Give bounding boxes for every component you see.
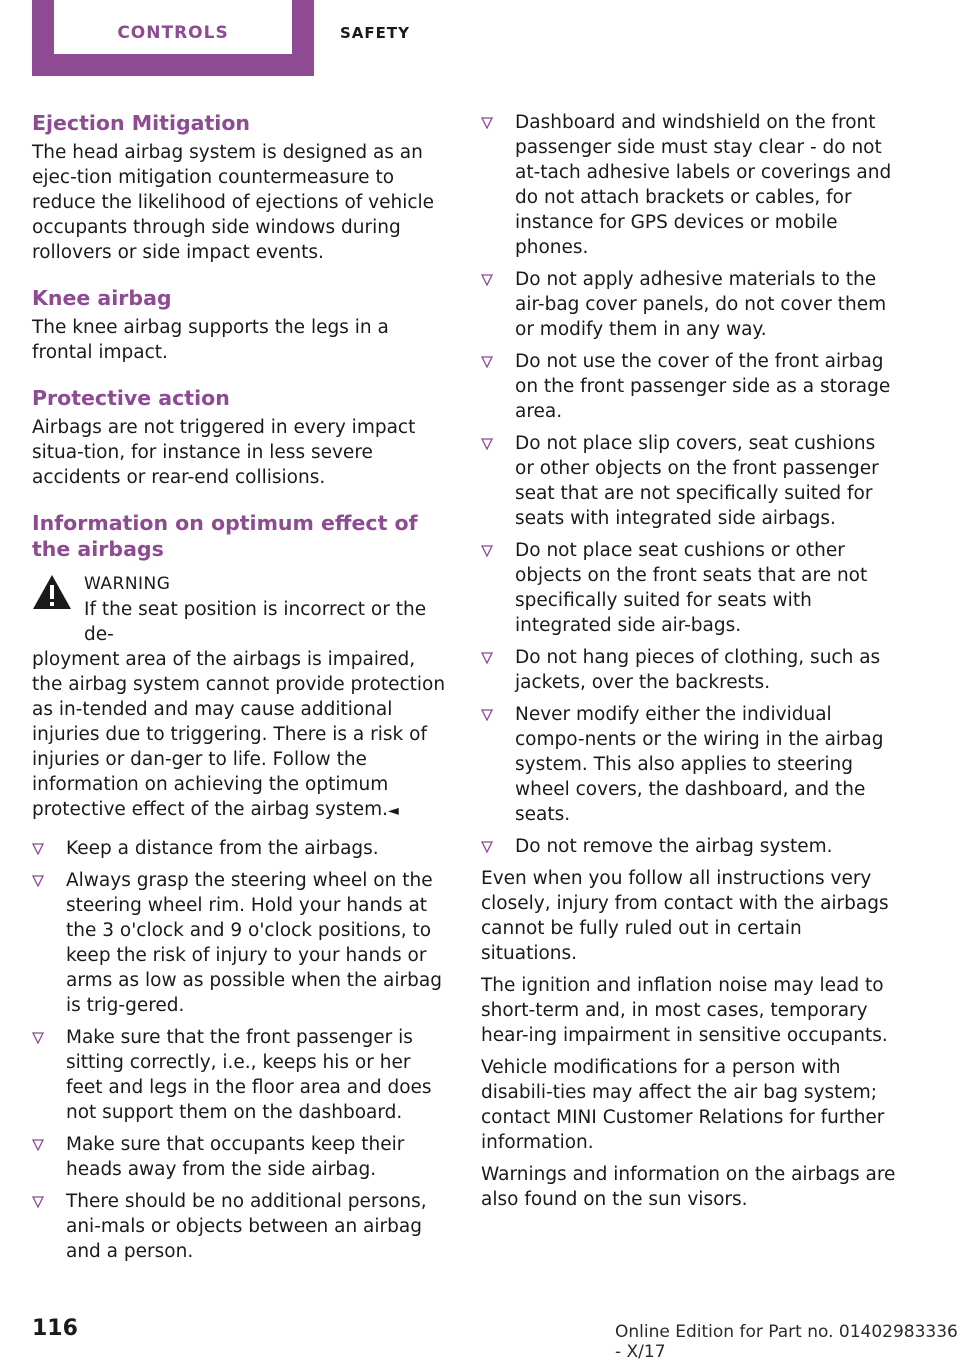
section-text: Airbags are not triggered in every impact situa-tion, for instance in less severe accidents or rear-end collisions. (32, 417, 416, 488)
warning-text (32, 647, 450, 824)
left-column (32, 110, 450, 1271)
section-knee-airbag (32, 285, 450, 365)
triangle-bullet-icon (481, 438, 493, 450)
triangle-bullet-icon (32, 843, 44, 855)
warning-box (32, 570, 450, 824)
section-title: Protective action (32, 386, 230, 410)
list-item-text: Make sure that the front passenger is sitting correctly, i.e., keeps his or her feet and legs in the floor area and does not support them on the dashboard. (66, 1027, 432, 1123)
triangle-bullet-icon (32, 1139, 44, 1151)
triangle-bullet-icon (32, 1196, 44, 1208)
list-item (481, 645, 899, 695)
section-optimum-effect (32, 510, 450, 1264)
list-item-text: Dashboard and windshield on the front passenger side must stay clear - do not at-tach adhesive labels or coverings and do not attach brackets or cables, for instance for GPS devices or mobile phones. (515, 112, 892, 258)
list-item (481, 834, 899, 859)
triangle-bullet-icon (481, 545, 493, 557)
list-item-text: Do not hang pieces of clothing, such as jackets, over the backrests. (515, 647, 881, 693)
list-item (481, 702, 899, 827)
section-title: Knee airbag (32, 286, 172, 310)
left-bullet-list (32, 836, 450, 1264)
list-item (481, 431, 899, 531)
right-bullet-list (481, 110, 899, 859)
paragraph: Even when you follow all instructions very closely, injury from contact with the airbags cannot be fully ruled out in certain situations. (481, 868, 889, 964)
section-text: The knee airbag supports the legs in a frontal impact. (32, 317, 389, 363)
tab-controls-label: CONTROLS (54, 0, 292, 54)
end-mark: ◄ (388, 803, 399, 819)
list-item-text: Make sure that occupants keep their heads away from the side airbag. (66, 1134, 405, 1180)
triangle-bullet-icon (481, 709, 493, 721)
list-item (32, 1132, 450, 1182)
list-item-text: Do not remove the airbag system. (515, 836, 833, 857)
paragraph: The ignition and inflation noise may lead to short-term and, in most cases, temporary hear-ing impairment in sensitive occupants. (481, 975, 888, 1046)
list-item-text: Never modify either the individual compo-nents or the wiring in the airbag system. This also applies to steering wheel covers, the dashboard, and the seats. (515, 704, 884, 825)
list-item-text: Do not apply adhesive materials to the air-bag cover panels, do not cover them or modify them in any way. (515, 269, 887, 340)
list-item (32, 1189, 450, 1264)
warning-triangle-icon (32, 574, 72, 610)
tab-controls[interactable] (32, 0, 314, 76)
list-item (32, 1025, 450, 1125)
paragraph: Vehicle modifications for a person with disabili-ties may affect the air bag system; contact MINI Customer Relations for further information. (481, 1057, 885, 1153)
list-item (481, 538, 899, 638)
page-number: 116 (32, 1316, 78, 1341)
triangle-bullet-icon (481, 274, 493, 286)
triangle-bullet-icon (32, 1032, 44, 1044)
list-item-text: Always grasp the steering wheel on the steering wheel rim. Hold your hands at the 3 o'clock and 9 o'clock positions, to keep the risk of injury to your hands or arms as low as possible when the airbag is trig-gered. (66, 870, 442, 1016)
warning-rest: ployment area of the airbags is impaired, the airbag system cannot provide protection as in-tended and may cause additional injuries due to triggering. There is a risk of injuries or dan-ger to life. Follow the information on achieving the optimum protective effect of the airbag system. (32, 649, 446, 820)
list-item-text: There should be no additional persons, ani-mals or objects between an airbag and a person. (66, 1191, 427, 1262)
right-column (481, 110, 899, 1212)
warning-label: WARNING (84, 574, 171, 594)
triangle-bullet-icon (481, 652, 493, 664)
section-title: Ejection Mitigation (32, 111, 250, 135)
section-ejection-mitigation (32, 110, 450, 265)
list-item (481, 349, 899, 424)
list-item-text: Do not place slip covers, seat cushions or other objects on the front passenger seat that are not specifically suited for seats with integrated side airbags. (515, 433, 879, 529)
list-item (32, 836, 450, 861)
list-item (481, 110, 899, 260)
triangle-bullet-icon (32, 875, 44, 887)
tab-safety[interactable]: SAFETY (340, 24, 410, 42)
list-item (32, 868, 450, 1018)
list-item-text: Do not use the cover of the front airbag on the front passenger side as a storage area. (515, 351, 891, 422)
section-text: The head airbag system is designed as an ejec-tion mitigation countermeasure to reduce the likelihood of ejections of vehicle occupants through side windows during rollovers or side impact events. (32, 142, 435, 263)
paragraph: Warnings and information on the airbags are also found on the sun visors. (481, 1164, 896, 1210)
triangle-bullet-icon (481, 356, 493, 368)
list-item-text: Do not place seat cushions or other objects on the front seats that are not specifically suited for seats with integrated side air-bags. (515, 540, 868, 636)
footer-edition: Online Edition for Part no. 01402983336 - X/17 (615, 1322, 958, 1362)
list-item-text: Keep a distance from the airbags. (66, 838, 379, 859)
triangle-bullet-icon (481, 841, 493, 853)
warning-first-line: If the seat position is incorrect or the de- (84, 599, 427, 645)
section-protective-action (32, 385, 450, 490)
list-item (481, 267, 899, 342)
triangle-bullet-icon (481, 117, 493, 129)
section-title: Information on optimum effect of the airbags (32, 511, 418, 561)
